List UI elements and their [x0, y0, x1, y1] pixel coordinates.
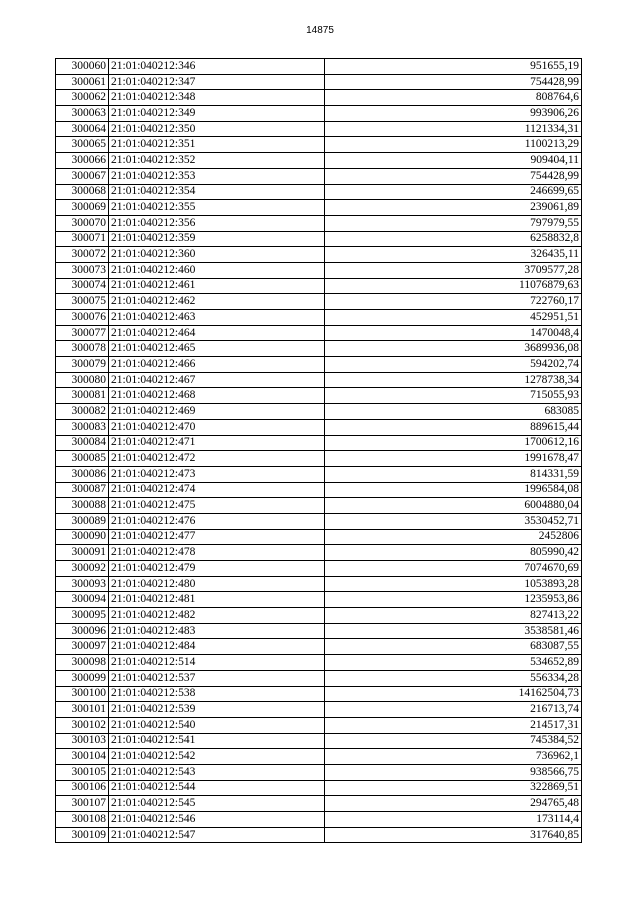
cadastral-number-cell: 21:01:040212:538 — [109, 686, 325, 702]
table-row — [56, 623, 582, 639]
table-row — [56, 184, 582, 200]
cadastral-number-cell: 21:01:040212:466 — [109, 357, 325, 373]
table-row — [56, 733, 582, 749]
cadastral-number-cell: 21:01:040212:353 — [109, 168, 325, 184]
table-row — [56, 262, 582, 278]
cadastral-number-cell: 21:01:040212:545 — [109, 796, 325, 812]
table-row — [56, 686, 582, 702]
table-row — [56, 561, 582, 577]
cadastral-value-cell: 1053893,28 — [325, 576, 582, 592]
table-row — [56, 325, 582, 341]
row-number-cell: 300065 — [56, 137, 109, 153]
table-row — [56, 215, 582, 231]
cadastral-number-cell: 21:01:040212:514 — [109, 655, 325, 671]
row-number-cell: 300097 — [56, 639, 109, 655]
row-number-cell: 300104 — [56, 749, 109, 765]
cadastral-value-cell: 1996584,08 — [325, 482, 582, 498]
table-row — [56, 341, 582, 357]
table-row — [56, 153, 582, 169]
table-row — [56, 90, 582, 106]
table-row — [56, 482, 582, 498]
row-number-cell: 300063 — [56, 106, 109, 122]
table-row — [56, 466, 582, 482]
row-number-cell: 300069 — [56, 200, 109, 216]
cadastral-value-cell: 1470048,4 — [325, 325, 582, 341]
cadastral-value-cell: 294765,48 — [325, 796, 582, 812]
cadastral-number-cell: 21:01:040212:546 — [109, 812, 325, 828]
row-number-cell: 300082 — [56, 404, 109, 420]
cadastral-value-cell: 452951,51 — [325, 310, 582, 326]
cadastral-value-cell: 889615,44 — [325, 419, 582, 435]
cadastral-number-cell: 21:01:040212:467 — [109, 372, 325, 388]
row-number-cell: 300062 — [56, 90, 109, 106]
cadastral-number-cell: 21:01:040212:478 — [109, 545, 325, 561]
cadastral-value-cell: 827413,22 — [325, 608, 582, 624]
cadastral-value-cell: 173114,4 — [325, 812, 582, 828]
table-row — [56, 278, 582, 294]
table-row — [56, 498, 582, 514]
cadastral-number-cell: 21:01:040212:475 — [109, 498, 325, 514]
cadastral-value-cell: 3538581,46 — [325, 623, 582, 639]
table-row — [56, 388, 582, 404]
cadastral-value-cell: 1278738,34 — [325, 372, 582, 388]
cadastral-number-cell: 21:01:040212:465 — [109, 341, 325, 357]
table-row — [56, 576, 582, 592]
cadastral-number-cell: 21:01:040212:349 — [109, 106, 325, 122]
cadastral-value-cell: 6258832,8 — [325, 231, 582, 247]
table-row — [56, 608, 582, 624]
cadastral-number-cell: 21:01:040212:464 — [109, 325, 325, 341]
table-row — [56, 764, 582, 780]
row-number-cell: 300103 — [56, 733, 109, 749]
cadastral-number-cell: 21:01:040212:463 — [109, 310, 325, 326]
table-row — [56, 168, 582, 184]
cadastral-value-cell: 754428,99 — [325, 168, 582, 184]
cadastral-number-cell: 21:01:040212:479 — [109, 561, 325, 577]
row-number-cell: 300083 — [56, 419, 109, 435]
cadastral-value-cell: 216713,74 — [325, 702, 582, 718]
table-row — [56, 200, 582, 216]
cadastral-number-cell: 21:01:040212:468 — [109, 388, 325, 404]
row-number-cell: 300088 — [56, 498, 109, 514]
row-number-cell: 300073 — [56, 262, 109, 278]
cadastral-value-cell: 239061,89 — [325, 200, 582, 216]
row-number-cell: 300091 — [56, 545, 109, 561]
table-row — [56, 357, 582, 373]
cadastral-value-cell: 938566,75 — [325, 764, 582, 780]
row-number-cell: 300070 — [56, 215, 109, 231]
row-number-cell: 300096 — [56, 623, 109, 639]
cadastral-number-cell: 21:01:040212:482 — [109, 608, 325, 624]
cadastral-number-cell: 21:01:040212:346 — [109, 59, 325, 75]
table-row — [56, 639, 582, 655]
row-number-cell: 300095 — [56, 608, 109, 624]
cadastral-value-cell: 797979,55 — [325, 215, 582, 231]
table-row — [56, 74, 582, 90]
row-number-cell: 300078 — [56, 341, 109, 357]
cadastral-number-cell: 21:01:040212:544 — [109, 780, 325, 796]
cadastral-value-cell: 7074670,69 — [325, 561, 582, 577]
table-row — [56, 294, 582, 310]
table-row — [56, 106, 582, 122]
row-number-cell: 300060 — [56, 59, 109, 75]
cadastral-value-cell: 3709577,28 — [325, 262, 582, 278]
cadastral-value-cell: 1235953,86 — [325, 592, 582, 608]
row-number-cell: 300079 — [56, 357, 109, 373]
row-number-cell: 300086 — [56, 466, 109, 482]
table-row — [56, 419, 582, 435]
cadastral-number-cell: 21:01:040212:539 — [109, 702, 325, 718]
table-row — [56, 529, 582, 545]
cadastral-value-cell: 326435,11 — [325, 247, 582, 263]
table-row — [56, 812, 582, 828]
cadastral-value-cell: 722760,17 — [325, 294, 582, 310]
cadastral-number-cell: 21:01:040212:350 — [109, 121, 325, 137]
row-number-cell: 300064 — [56, 121, 109, 137]
cadastral-number-cell: 21:01:040212:347 — [109, 74, 325, 90]
row-number-cell: 300081 — [56, 388, 109, 404]
cadastral-number-cell: 21:01:040212:462 — [109, 294, 325, 310]
table-row — [56, 121, 582, 137]
cadastral-number-cell: 21:01:040212:471 — [109, 435, 325, 451]
cadastral-value-cell: 808764,6 — [325, 90, 582, 106]
cadastral-number-cell: 21:01:040212:352 — [109, 153, 325, 169]
cadastral-number-cell: 21:01:040212:542 — [109, 749, 325, 765]
table-row — [56, 247, 582, 263]
cadastral-number-cell: 21:01:040212:360 — [109, 247, 325, 263]
row-number-cell: 300077 — [56, 325, 109, 341]
cadastral-value-cell: 736962,1 — [325, 749, 582, 765]
cadastral-value-cell: 683085 — [325, 404, 582, 420]
cadastral-number-cell: 21:01:040212:470 — [109, 419, 325, 435]
cadastral-number-cell: 21:01:040212:477 — [109, 529, 325, 545]
cadastral-number-cell: 21:01:040212:354 — [109, 184, 325, 200]
cadastral-value-cell: 3530452,71 — [325, 513, 582, 529]
table-row — [56, 372, 582, 388]
cadastral-value-cell: 683087,55 — [325, 639, 582, 655]
row-number-cell: 300061 — [56, 74, 109, 90]
row-number-cell: 300100 — [56, 686, 109, 702]
cadastral-number-cell: 21:01:040212:351 — [109, 137, 325, 153]
row-number-cell: 300085 — [56, 451, 109, 467]
table-row — [56, 780, 582, 796]
row-number-cell: 300105 — [56, 764, 109, 780]
cadastral-value-cell: 322869,51 — [325, 780, 582, 796]
row-number-cell: 300076 — [56, 310, 109, 326]
cadastral-number-cell: 21:01:040212:469 — [109, 404, 325, 420]
row-number-cell: 300080 — [56, 372, 109, 388]
table-row — [56, 702, 582, 718]
cadastral-number-cell: 21:01:040212:481 — [109, 592, 325, 608]
cadastral-number-cell: 21:01:040212:474 — [109, 482, 325, 498]
cadastral-number-cell: 21:01:040212:472 — [109, 451, 325, 467]
row-number-cell: 300109 — [56, 827, 109, 843]
cadastral-value-cell: 993906,26 — [325, 106, 582, 122]
cadastral-value-cell: 745384,52 — [325, 733, 582, 749]
cadastral-number-cell: 21:01:040212:461 — [109, 278, 325, 294]
cadastral-value-cell: 534652,89 — [325, 655, 582, 671]
row-number-cell: 300071 — [56, 231, 109, 247]
table-row — [56, 827, 582, 843]
cadastral-number-cell: 21:01:040212:484 — [109, 639, 325, 655]
cadastral-value-cell: 951655,19 — [325, 59, 582, 75]
row-number-cell: 300094 — [56, 592, 109, 608]
table-row — [56, 670, 582, 686]
page-number: 14875 — [306, 25, 334, 36]
cadastral-value-cell: 594202,74 — [325, 357, 582, 373]
cadastral-number-cell: 21:01:040212:355 — [109, 200, 325, 216]
cadastral-number-cell: 21:01:040212:483 — [109, 623, 325, 639]
table-row — [56, 796, 582, 812]
cadastral-value-cell: 3689936,08 — [325, 341, 582, 357]
row-number-cell: 300089 — [56, 513, 109, 529]
row-number-cell: 300087 — [56, 482, 109, 498]
cadastral-value-table — [55, 58, 582, 843]
cadastral-number-cell: 21:01:040212:543 — [109, 764, 325, 780]
table-row — [56, 451, 582, 467]
cadastral-number-cell: 21:01:040212:473 — [109, 466, 325, 482]
row-number-cell: 300106 — [56, 780, 109, 796]
row-number-cell: 300093 — [56, 576, 109, 592]
table-row — [56, 231, 582, 247]
cadastral-value-cell: 909404,11 — [325, 153, 582, 169]
table-row — [56, 137, 582, 153]
table-row — [56, 435, 582, 451]
cadastral-value-cell: 1121334,31 — [325, 121, 582, 137]
table-row — [56, 655, 582, 671]
cadastral-number-cell: 21:01:040212:537 — [109, 670, 325, 686]
cadastral-value-cell: 214517,31 — [325, 717, 582, 733]
table-row — [56, 310, 582, 326]
row-number-cell: 300107 — [56, 796, 109, 812]
row-number-cell: 300092 — [56, 561, 109, 577]
row-number-cell: 300108 — [56, 812, 109, 828]
cadastral-value-cell: 715055,93 — [325, 388, 582, 404]
cadastral-value-cell: 805990,42 — [325, 545, 582, 561]
table-row — [56, 717, 582, 733]
row-number-cell: 300072 — [56, 247, 109, 263]
row-number-cell: 300090 — [56, 529, 109, 545]
row-number-cell: 300102 — [56, 717, 109, 733]
cadastral-number-cell: 21:01:040212:480 — [109, 576, 325, 592]
table-row — [56, 545, 582, 561]
row-number-cell: 300101 — [56, 702, 109, 718]
cadastral-value-cell: 14162504,73 — [325, 686, 582, 702]
cadastral-value-cell: 814331,59 — [325, 466, 582, 482]
row-number-cell: 300099 — [56, 670, 109, 686]
cadastral-value-cell: 317640,85 — [325, 827, 582, 843]
cadastral-value-cell: 6004880,04 — [325, 498, 582, 514]
table-row — [56, 404, 582, 420]
cadastral-number-cell: 21:01:040212:540 — [109, 717, 325, 733]
row-number-cell: 300075 — [56, 294, 109, 310]
row-number-cell: 300074 — [56, 278, 109, 294]
cadastral-number-cell: 21:01:040212:348 — [109, 90, 325, 106]
cadastral-value-cell: 246699,65 — [325, 184, 582, 200]
cadastral-number-cell: 21:01:040212:460 — [109, 262, 325, 278]
cadastral-value-cell: 556334,28 — [325, 670, 582, 686]
row-number-cell: 300084 — [56, 435, 109, 451]
cadastral-value-cell: 754428,99 — [325, 74, 582, 90]
cadastral-number-cell: 21:01:040212:547 — [109, 827, 325, 843]
cadastral-number-cell: 21:01:040212:359 — [109, 231, 325, 247]
row-number-cell: 300098 — [56, 655, 109, 671]
cadastral-value-cell: 1991678,47 — [325, 451, 582, 467]
cadastral-value-cell: 1100213,29 — [325, 137, 582, 153]
table-row — [56, 513, 582, 529]
cadastral-value-cell: 1700612,16 — [325, 435, 582, 451]
row-number-cell: 300067 — [56, 168, 109, 184]
row-number-cell: 300068 — [56, 184, 109, 200]
cadastral-value-cell: 11076879,63 — [325, 278, 582, 294]
cadastral-number-cell: 21:01:040212:356 — [109, 215, 325, 231]
table-body — [56, 59, 582, 843]
cadastral-number-cell: 21:01:040212:476 — [109, 513, 325, 529]
table-row — [56, 59, 582, 75]
table-row — [56, 749, 582, 765]
row-number-cell: 300066 — [56, 153, 109, 169]
cadastral-number-cell: 21:01:040212:541 — [109, 733, 325, 749]
table-row — [56, 592, 582, 608]
cadastral-value-cell: 2452806 — [325, 529, 582, 545]
